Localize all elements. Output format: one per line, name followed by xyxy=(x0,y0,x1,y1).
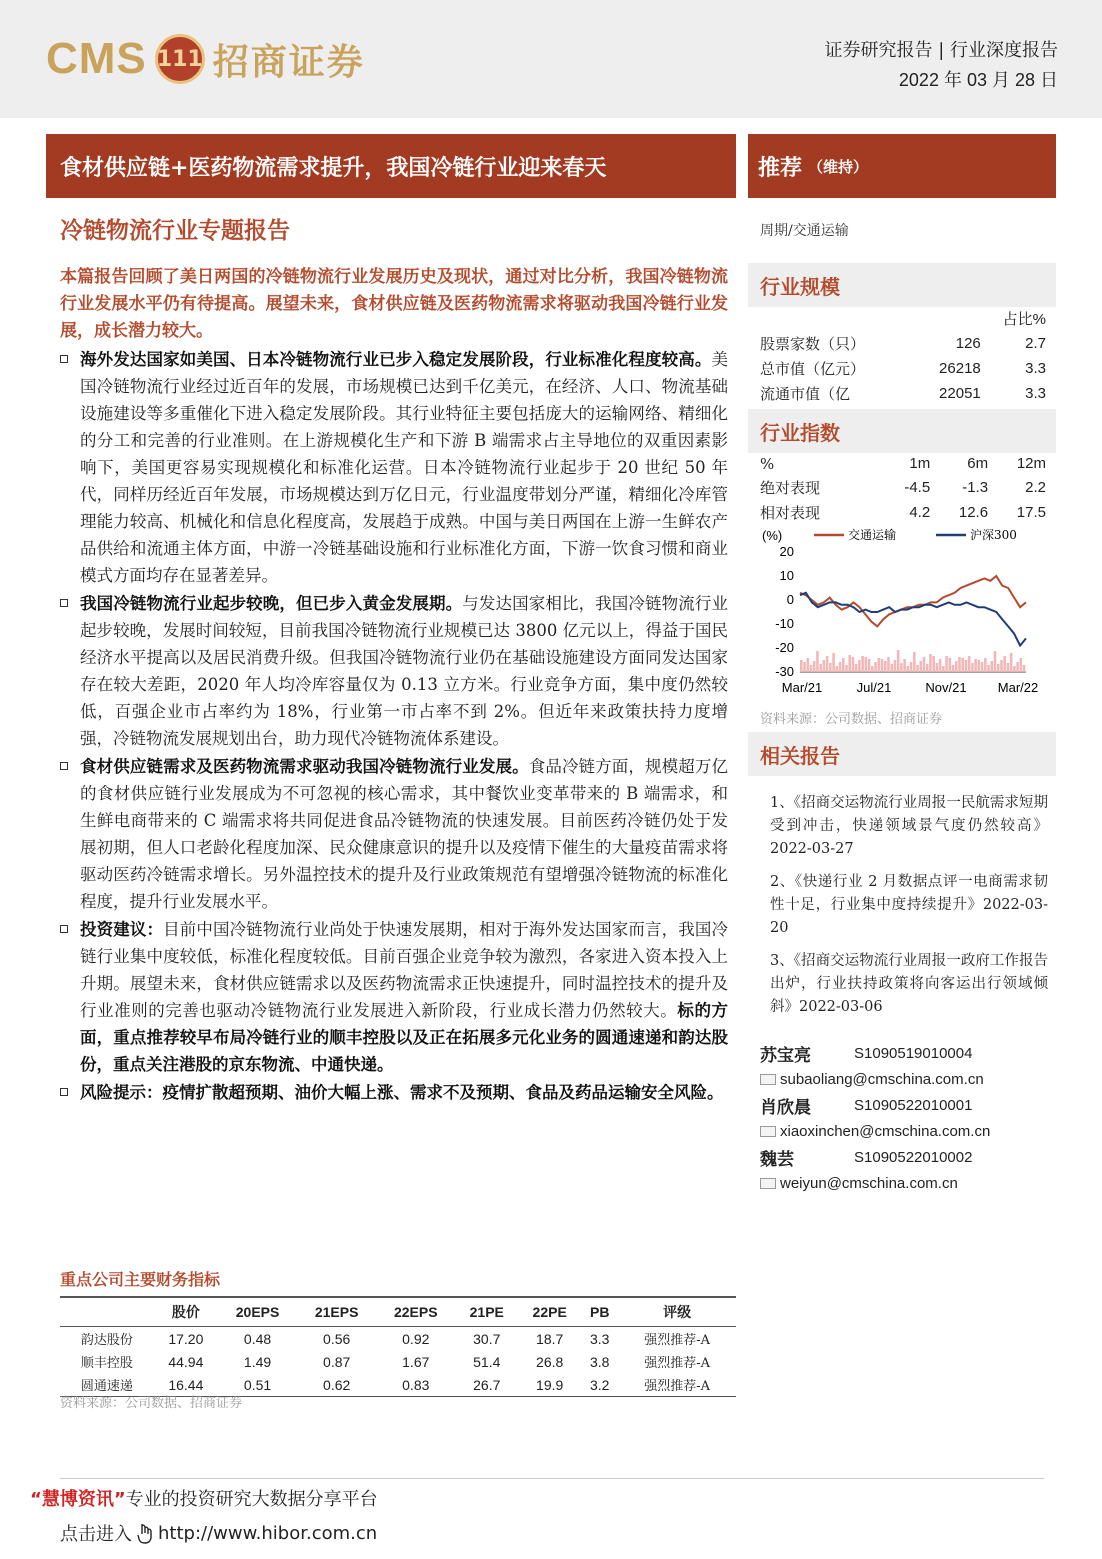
volume-bar xyxy=(1016,662,1019,672)
volume-bar xyxy=(861,656,864,672)
footer-brand: “慧博资讯” xyxy=(30,1489,126,1510)
report-date: 2022 年 03 月 28 日 xyxy=(898,70,1058,90)
table-source: 资料来源：公司数据、招商证券 xyxy=(60,1396,243,1411)
mail-icon xyxy=(760,1126,776,1137)
volume-bar xyxy=(945,656,948,672)
scale-heading: 行业规模 xyxy=(748,263,1056,307)
table-row: 绝对表现 -4.5 -1.3 2.2 xyxy=(760,479,1046,497)
analyst-list xyxy=(760,1040,1050,1196)
bullet-item: 风险提示：疫情扩散超预期、油价大幅上涨、需求不及预期、食品及药品运输安全风险。 xyxy=(60,1079,728,1106)
volume-bar xyxy=(894,660,897,672)
series-line-1 xyxy=(800,593,1026,646)
volume-bar xyxy=(890,664,893,672)
volume-bar xyxy=(929,654,932,672)
volume-bar xyxy=(871,666,874,672)
bullet-item: 食材供应链需求及医药物流需求驱动我国冷链物流行业发展。食品冷链方面，规模超万亿的食材供应链行业发展成为不可忽视的核心需求，其中餐饮业变革带来的 B 端需求，和生鲜电商带来的 C 端需求将共同促进食品冷链物流的快速发展。目前医药冷链仍处于发展初期，但人口老龄化程度加深、民众健康意识的提升以及疫情下催生的大量疫苗需求将驱动医药冷链需求增长。另外温控技术的提升及行业政策规范有望增强冷链物流的标准化程度，提升行业发展水平。 xyxy=(60,753,728,915)
table-row: 股票家数（只） 126 2.7 xyxy=(760,335,1046,353)
volume-bar xyxy=(994,651,997,672)
volume-bar xyxy=(877,658,880,672)
volume-bar xyxy=(939,659,942,672)
analyst-row: 苏宝亮 S1090519010004 xyxy=(760,1044,973,1066)
volume-bar xyxy=(961,658,964,672)
bullet-item: 我国冷链物流行业起步较晚，但已步入黄金发展期。与发达国家相比，我国冷链物流行业起步较晚，发展时间较短，目前我国冷链物流行业规模已达 3800 亿元以上，得益于国民经济水平提高以及居民消费升级。但我国冷链物流行业仍在基础设施建设方面同发达国家存在较大差距，2020 年人均冷库容量仅为 0.13 立方米。行业竞争方面，集中度仍然较低，百强企业市占率约为 18%，行业第一市占率不到 2%。但近年来政策扶持力度增强，冷链物流发展规划出台，助力现代冷链物流体系建设。 xyxy=(60,590,728,752)
volume-bar xyxy=(887,657,890,672)
volume-bar xyxy=(897,650,900,672)
volume-bar xyxy=(997,664,1000,672)
volume-bar xyxy=(978,660,981,672)
table-header-row: 股价 20EPS 21EPS 22EPS 21PE 22PE PB 评级 xyxy=(60,1297,736,1327)
volume-bar xyxy=(1013,666,1016,672)
volume-bar xyxy=(1007,663,1010,672)
volume-bar xyxy=(968,656,971,672)
logo-en: CMS xyxy=(46,34,147,83)
volume-bar xyxy=(903,659,906,672)
report-subtitle: 冷链物流行业专题报告 xyxy=(60,217,290,244)
volume-bar xyxy=(823,660,826,672)
volume-bar xyxy=(858,660,861,672)
chart-source: 资料来源：公司数据、招商证券 xyxy=(760,712,943,727)
table-row: 相对表现 4.2 12.6 17.5 xyxy=(760,504,1046,522)
volume-bar xyxy=(845,665,848,672)
legend-label-series-0: 交通运输 xyxy=(848,528,897,542)
rating-label: 推荐 xyxy=(758,154,803,181)
y-tick-label: 10 xyxy=(779,568,794,583)
volume-bar xyxy=(884,661,887,672)
volume-bar xyxy=(919,661,922,672)
volume-bar xyxy=(952,665,955,672)
volume-bar xyxy=(816,651,819,672)
volume-bar xyxy=(971,663,974,672)
y-tick-label: -10 xyxy=(775,616,794,631)
volume-bar xyxy=(936,663,939,672)
volume-bar xyxy=(942,666,945,672)
legend-label-series-1: 沪深300 xyxy=(970,528,1017,542)
volume-bar xyxy=(932,656,935,672)
volume-bar xyxy=(987,665,990,672)
related-report-link[interactable]: 1、《招商交运物流行业周报一民航需求短期受到冲击，快递领域景气度仍然较高》2022-03-27 xyxy=(770,795,1048,857)
summary-paragraph: 本篇报告回顾了美日两国的冷链物流行业发展历史及现状，通过对比分析，我国冷链物流行业发展水平仍有待提高。展望未来，食材供应链及医药物流需求将驱动我国冷链行业发展，成长潜力较大。 xyxy=(60,267,728,341)
table-row: 流通市值（亿 22051 3.3 xyxy=(760,385,1046,403)
scale-table xyxy=(760,306,1046,406)
volume-bar xyxy=(1000,660,1003,672)
related-heading: 相关报告 xyxy=(748,732,1056,776)
table-header-row: % 1m 6m 12m xyxy=(760,454,1046,473)
volume-bar xyxy=(958,657,961,672)
volume-bar xyxy=(813,661,816,672)
y-tick-label: -20 xyxy=(775,640,794,655)
report-title: 食材供应链+医药物流需求提升，我国冷链行业迎来春天 xyxy=(46,134,736,198)
table-row: 总市值（亿元） 26218 3.3 xyxy=(760,360,1046,378)
volume-bar xyxy=(955,661,958,672)
index-table xyxy=(760,452,1046,525)
rating-badge xyxy=(748,134,1056,198)
analyst-email[interactable]: xiaoxinchen@cmschina.com.cn xyxy=(760,1118,1050,1144)
fin-table-title: 重点公司主要财务指标 xyxy=(60,1270,221,1289)
analyst-row: 魏芸 S1090522010002 xyxy=(760,1148,973,1170)
volume-bar xyxy=(1023,665,1026,672)
volume-bar xyxy=(913,652,916,672)
table-row: 圆通速递 16.44 0.51 0.62 0.83 26.7 19.9 3.2 强烈推荐-A xyxy=(60,1373,736,1397)
volume-bar xyxy=(868,659,871,672)
mail-icon xyxy=(760,1178,776,1189)
bullet-list xyxy=(60,346,728,1107)
analyst-email[interactable]: subaoliang@cmschina.com.cn xyxy=(760,1066,1050,1092)
cms-logo xyxy=(46,30,365,88)
footer-divider xyxy=(60,1478,1044,1479)
report-type: 证券研究报告 | 行业深度报告 xyxy=(824,40,1058,61)
volume-bar xyxy=(1020,658,1023,672)
volume-bar xyxy=(1010,653,1013,672)
volume-bar xyxy=(965,660,968,672)
volume-bar xyxy=(949,658,952,672)
volume-bar xyxy=(990,661,993,672)
volume-bar xyxy=(916,665,919,672)
index-chart xyxy=(756,522,1056,702)
volume-bar xyxy=(900,663,903,672)
x-tick-label: Nov/21 xyxy=(925,680,967,695)
footer-tagline: “慧博资讯”专业的投资研究大数据分享平台 xyxy=(30,1489,378,1510)
volume-bar xyxy=(926,664,929,672)
chart-legend xyxy=(814,527,1017,542)
pointer-hand-icon xyxy=(136,1522,154,1544)
volume-bar xyxy=(984,658,987,672)
volume-bar xyxy=(881,659,884,672)
chart-ylabel: (%) xyxy=(762,528,783,543)
y-tick-label: 0 xyxy=(786,592,794,607)
table-row: 韵达股份 17.20 0.48 0.56 0.92 30.7 18.7 3.3 强烈推荐-A xyxy=(80,1330,711,1348)
x-tick-label: Mar/22 xyxy=(997,680,1039,695)
x-tick-label: Mar/21 xyxy=(781,680,823,695)
volume-bar xyxy=(839,662,842,672)
volume-bar xyxy=(865,657,868,672)
x-tick-label: Jul/21 xyxy=(856,680,892,695)
footer-link-row: 点击进入 http://www.hibor.com.cn xyxy=(60,1522,378,1545)
volume-bar xyxy=(1003,656,1006,672)
scale-col-header: 占比% xyxy=(1002,311,1046,328)
volume-bar xyxy=(819,664,822,672)
volume-bar xyxy=(855,664,858,672)
table-row: 顺丰控股 44.94 1.49 0.87 1.67 51.4 26.8 3.8 强烈推荐-A xyxy=(80,1353,711,1371)
series-line-0 xyxy=(800,576,1026,626)
volume-bar xyxy=(852,657,855,672)
volume-bar xyxy=(832,653,835,672)
volume-bar xyxy=(829,663,832,672)
volume-bar xyxy=(810,665,813,672)
related-report-list xyxy=(770,792,1048,1029)
volume-bar xyxy=(981,662,984,672)
volume-bar xyxy=(974,659,977,672)
volume-bar xyxy=(848,655,851,672)
analyst-row: 肖欣晨 S1090522010001 xyxy=(760,1096,973,1118)
volume-bar xyxy=(806,658,809,672)
y-tick-label: -30 xyxy=(775,664,794,679)
volume-bar xyxy=(910,662,913,672)
volume-bar xyxy=(907,666,910,672)
volume-bar xyxy=(923,657,926,672)
related-report-link[interactable]: 3、《招商交运物流行业周报一政府工作报告出炉，行业扶持政策将向客运出行领域倾斜》2022-03-06 xyxy=(770,953,1048,1015)
logo-cn: 招商证券 xyxy=(212,40,365,83)
volume-bar xyxy=(826,656,829,672)
footer-url-link[interactable]: http://www.hibor.com.cn xyxy=(158,1522,378,1544)
rating-note: （维持） xyxy=(808,157,869,176)
mail-icon xyxy=(760,1074,776,1085)
y-tick-label: 20 xyxy=(779,544,794,559)
analyst-email[interactable]: weiyun@cmschina.com.cn xyxy=(760,1170,1050,1196)
index-heading: 行业指数 xyxy=(748,409,1056,453)
logo-mark-icon: 111 xyxy=(155,34,205,84)
volume-bar xyxy=(874,662,877,672)
fin-table xyxy=(60,1296,736,1397)
related-report-link[interactable]: 2、《快递行业 2 月数据点评一电商需求韧性十足，行业集中度持续提升》2022-03-20 xyxy=(770,874,1048,936)
bullet-item: 投资建议：目前中国冷链物流行业尚处于快速发展期，相对于海外发达国家而言，我国冷链行业集中度较低，标准化程度较低。目前百强企业竞争较为激烈，各家进入资本投入上升期。展望未来，食材供应链需求以及医药物流需求正快速提升，同时温控技术的提升及行业准则的完善也驱动冷链物流行业发展进入新阶段，行业成长潜力仍然较大。标的方面，重点推荐较早布局冷链行业的顺丰控股以及正在拓展多元化业务的圆通速递和韵达股份，重点关注港股的京东物流、中通快递。 xyxy=(60,916,728,1078)
volume-bar xyxy=(842,658,845,672)
sector-label: 周期/交通运输 xyxy=(760,223,849,239)
volume-bar xyxy=(800,660,803,672)
bullet-item: 海外发达国家如美国、日本冷链物流行业已步入稳定发展阶段，行业标准化程度较高。美国冷链物流行业经过近百年的发展，市场规模已达到千亿美元，在经济、人口、物流基础设施建设等多重催化下进入稳定发展阶段。其行业特征主要包括庞大的运输网络、精细化的分工和完善的行业准则。在上游规模化生产和下游 B 端需求占主导地位的双重因素影响下，美国更容易实现规模化和标准化运营。日本冷链物流行业起步于 20 世纪 50 年代，同样历经近百年发展，市场规模达到万亿日元，行业温度带划分严谨，精细化冷库管理能力较高、机械化和信息化程度高，发展趋于成熟。中国与美日两国在上游一生鲜农产品供给和流通主体方面，中游一冷链基础设施和行业标准化方面，下游一饮食习惯和商业模式方面均存在显著差异。 xyxy=(60,346,728,589)
volume-bar xyxy=(803,662,806,672)
volume-bar xyxy=(836,666,839,672)
